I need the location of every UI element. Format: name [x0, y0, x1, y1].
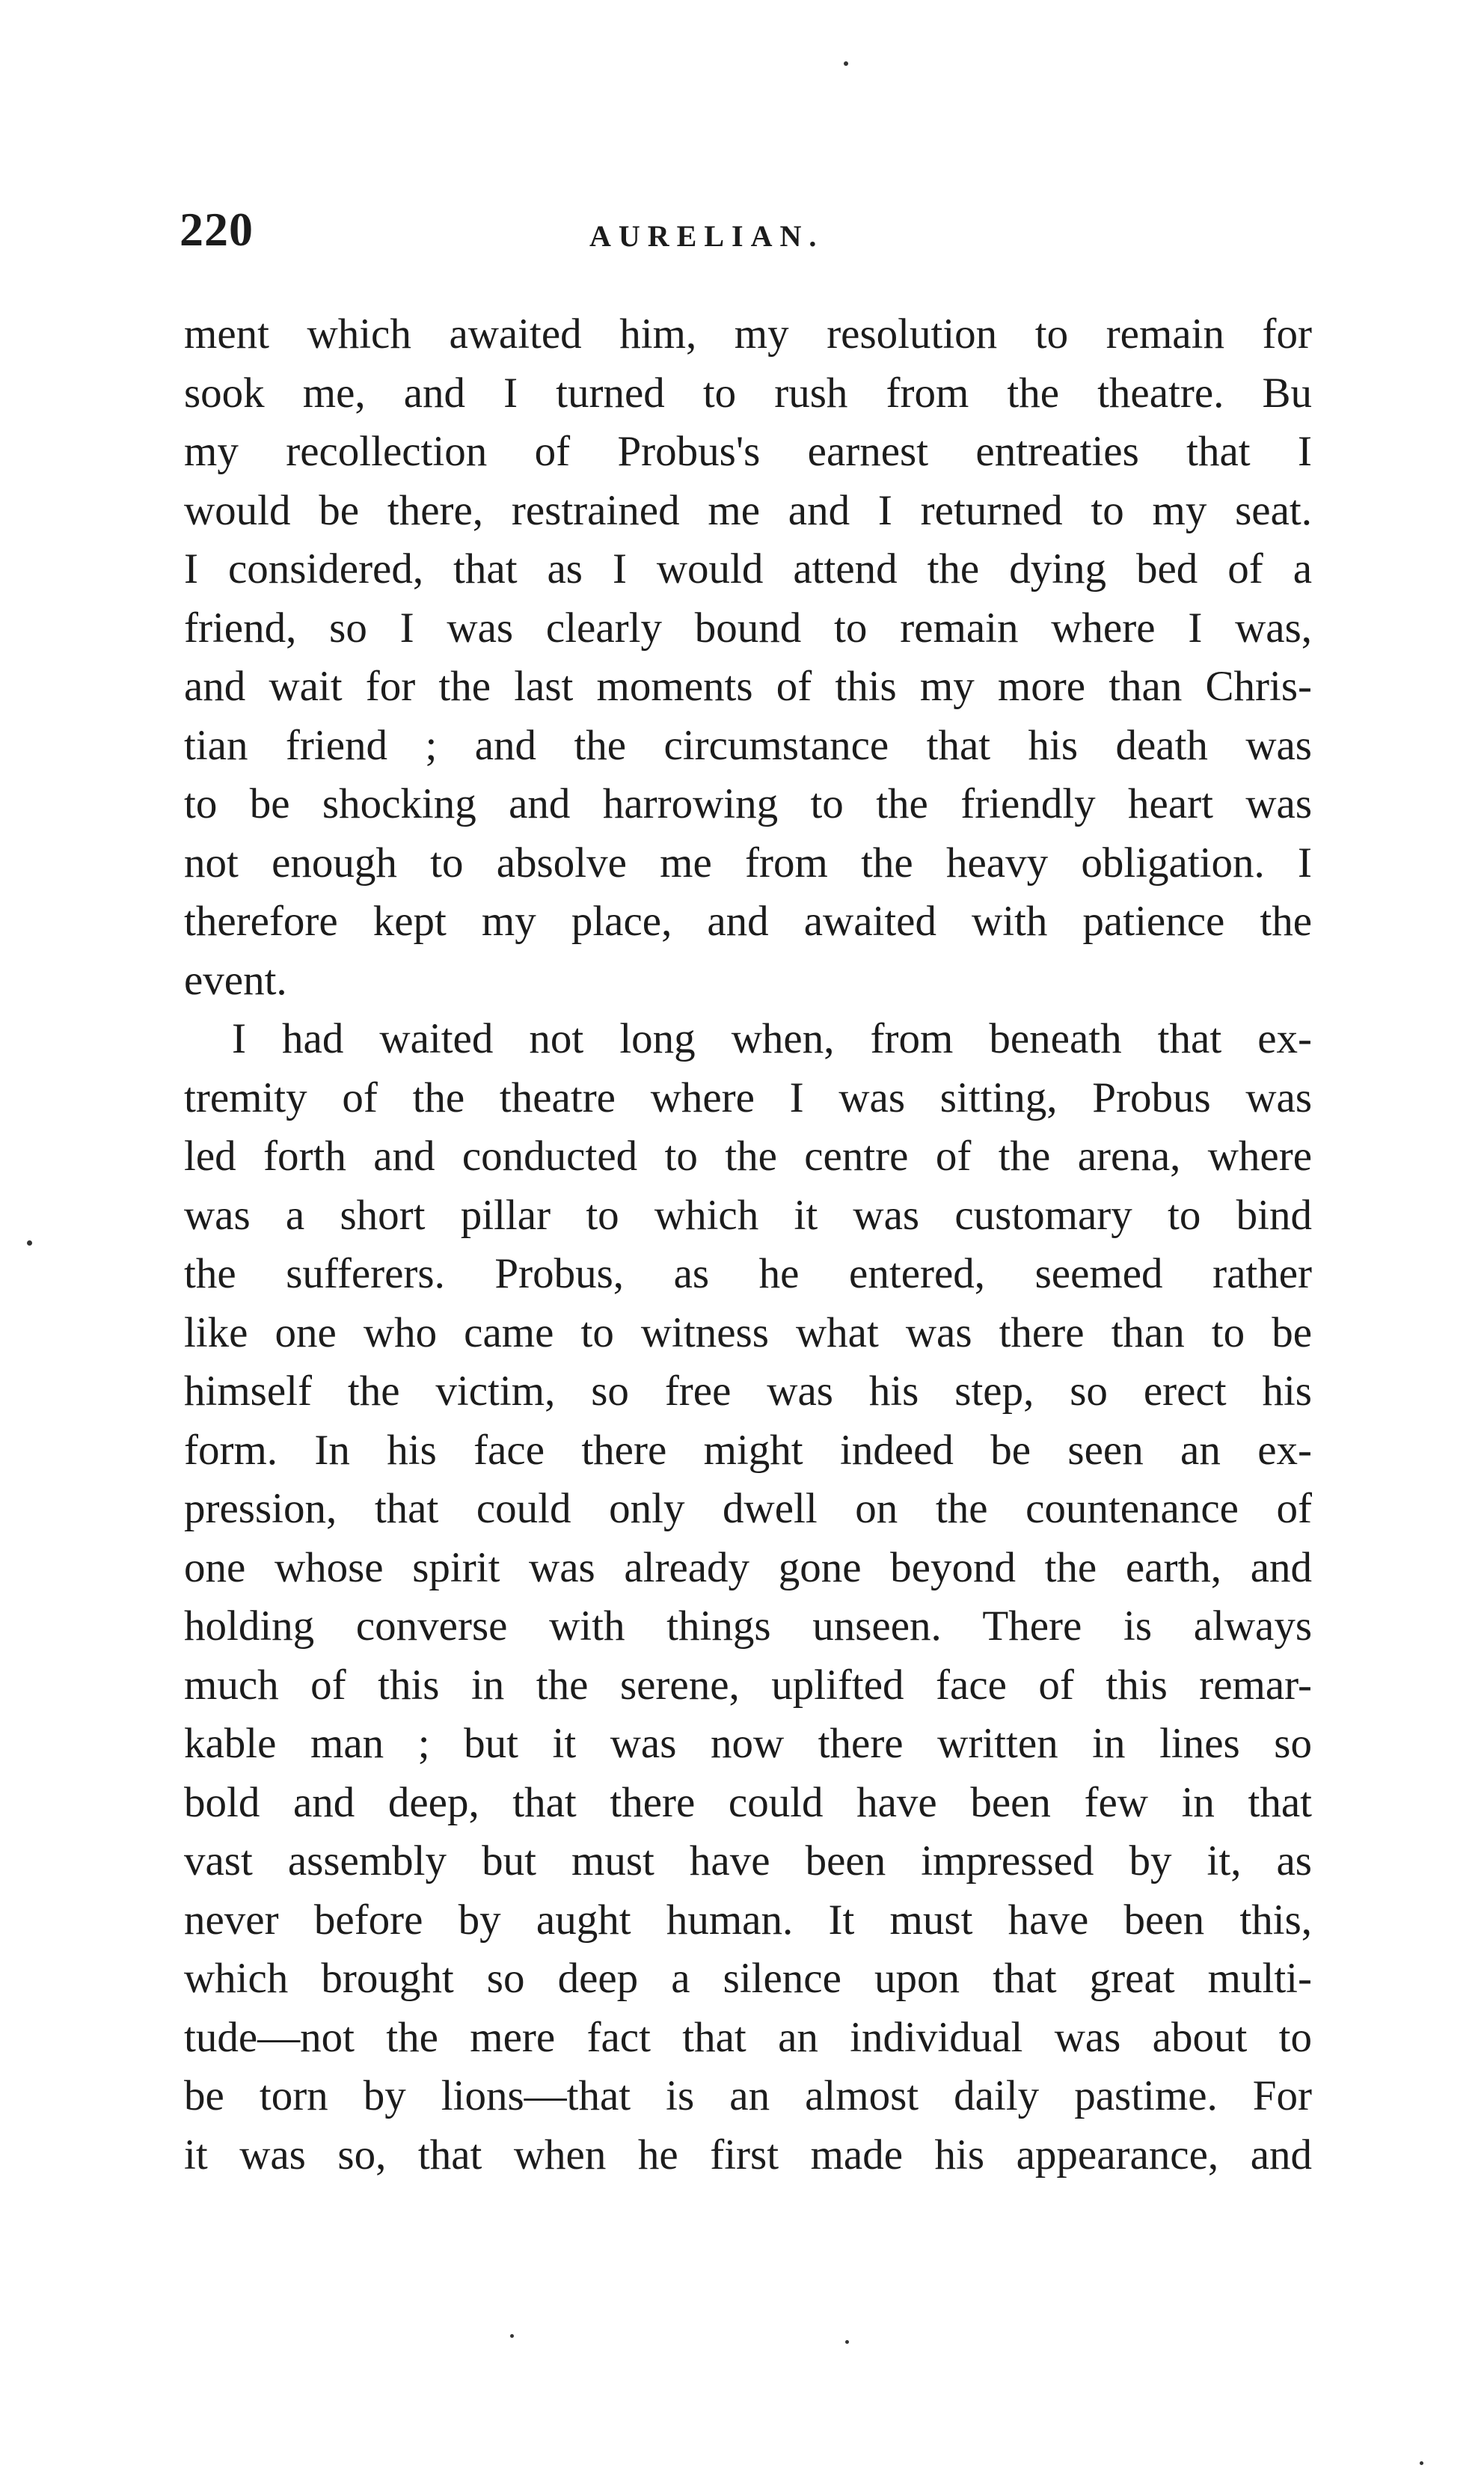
text-line: sook me, and I turned to rush from the theatre. Bu	[184, 369, 1312, 417]
text-line: tude—not the mere fact that an individual was about to	[184, 2013, 1312, 2061]
print-speck	[844, 61, 848, 66]
text-line: I had waited not long when, from beneath that ex-	[232, 1015, 1312, 1062]
text-line: would be there, restrained me and I returned to my seat.	[184, 486, 1312, 534]
page-header	[180, 202, 1301, 269]
text-line: was a short pillar to which it was customary to bind	[184, 1191, 1312, 1239]
running-title: AURELIAN.	[589, 219, 824, 253]
text-line: my recollection of Probus's earnest entreaties that I	[184, 428, 1312, 475]
text-line: friend, so I was clearly bound to remain where I was,	[184, 604, 1312, 652]
text-line: therefore kept my place, and awaited with patience the	[184, 898, 1312, 945]
paragraph	[184, 305, 1312, 1010]
text-line: much of this in the serene, uplifted face of this remar-	[184, 1661, 1312, 1709]
print-speck	[27, 1240, 32, 1246]
paragraph	[184, 1010, 1312, 2184]
text-line: vast assembly but must have been impressed by it, as	[184, 1837, 1312, 1885]
text-line: himself the victim, so free was his step, so erect his	[184, 1368, 1312, 1415]
body-text	[184, 305, 1312, 2184]
text-line: form. In his face there might indeed be seen an ex-	[184, 1426, 1312, 1474]
text-line: be torn by lions—that is an almost daily pastime. For	[184, 2072, 1312, 2119]
print-speck	[845, 2340, 849, 2344]
text-line: kable man ; but it was now there written in lines so	[184, 1720, 1312, 1767]
text-line: which brought so deep a silence upon that great multi-	[184, 1955, 1312, 2002]
text-line: never before by aught human. It must have been this,	[184, 1896, 1312, 1944]
text-line: led forth and conducted to the centre of the arena, where	[184, 1133, 1312, 1180]
page-number: 220	[180, 203, 254, 256]
text-line: to be shocking and harrowing to the friendly heart was	[184, 780, 1312, 827]
text-line: tian friend ; and the circumstance that his death was	[184, 721, 1312, 769]
text-line: pression, that could only dwell on the countenance of	[184, 1485, 1312, 1532]
text-line: tremity of the theatre where I was sitting, Probus was	[184, 1074, 1312, 1121]
text-line: ment which awaited him, my resolution to remain for	[184, 310, 1312, 358]
text-line: holding converse with things unseen. There is always	[184, 1602, 1312, 1650]
print-speck	[1420, 2461, 1423, 2465]
text-line: it was so, that when he first made his appearance, and	[184, 2131, 1312, 2179]
text-line: like one who came to witness what was there than to be	[184, 1308, 1312, 1356]
text-line: and wait for the last moments of this my more than Chris-	[184, 663, 1312, 710]
print-speck	[510, 2334, 514, 2338]
text-line: bold and deep, that there could have been few in that	[184, 1778, 1312, 1826]
text-line: I considered, that as I would attend the dying bed of a	[184, 545, 1312, 593]
text-line: one whose spirit was already gone beyond the earth, and	[184, 1543, 1312, 1591]
text-line: not enough to absolve me from the heavy obligation. I	[184, 839, 1312, 887]
text-line: the sufferers. Probus, as he entered, seemed rather	[184, 1250, 1312, 1297]
text-line: event.	[184, 956, 287, 1004]
